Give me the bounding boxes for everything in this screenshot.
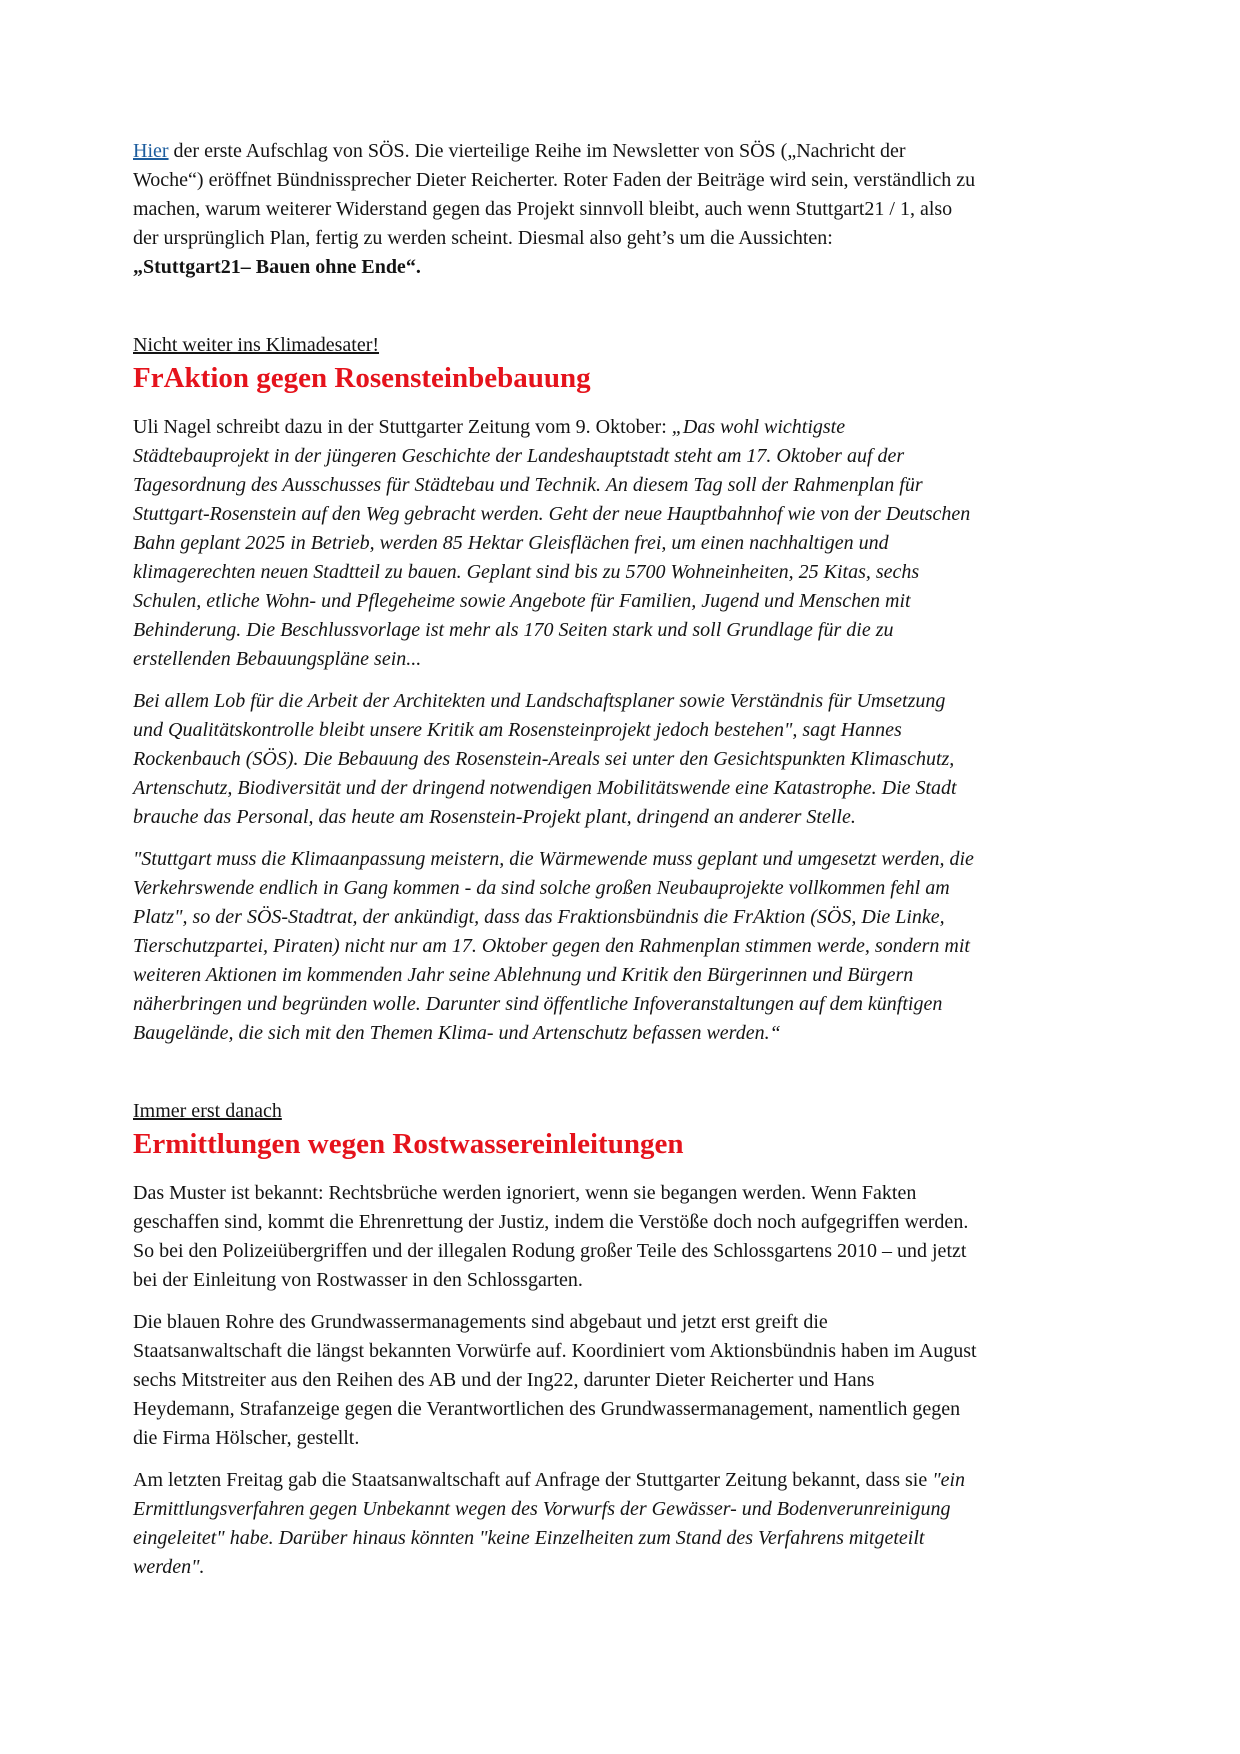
section-1-headline: FrAktion gegen Rosensteinbebauung: [133, 362, 591, 394]
section-2-paragraph-3: [133, 1466, 977, 1582]
section-2-paragraph-2: Die blauen Rohre des Grundwassermanagements sind abgebaut und jetzt erst greift die Staatsanwaltschaft die längst bekannten Vorwürfe auf. Koordiniert vom Aktionsbündnis haben im August sechs Mitstreiter aus den Reihen des AB und der Ing22, darunter Dieter Reicherter und Hans Heydemann, Strafanzeige gegen die Verantwortlichen des Grundwassermanagement, namentlich gegen die Firma Hölscher, gestellt.: [133, 1311, 977, 1449]
section-1-paragraph-1: [133, 413, 977, 674]
section-1-paragraph-1-lead: Uli Nagel schreibt dazu in der Stuttgarter Zeitung vom 9. Oktober:: [133, 416, 672, 438]
section-2-kicker-row: [133, 1098, 977, 1125]
section-2-paragraph-1: Das Muster ist bekannt: Rechtsbrüche werden ignoriert, wenn sie begangen werden. Wenn Fakten geschaffen sind, kommt die Ehrenrettung der Justiz, indem die Verstöße doch noch aufgegriffen werden. So bei den Polizeiübergriffen und der illegalen Rodung großer Teile des Schlossgartens 2010 – und jetzt bei der Einleitung von Rostwasser in den Schlossgarten.: [133, 1182, 969, 1291]
section-1-kicker-row: [133, 332, 977, 359]
section-1-kicker: Nicht weiter ins Klimadesater!: [133, 334, 380, 356]
intro-paragraph: [133, 137, 977, 282]
hier-link[interactable]: Hier: [133, 140, 169, 162]
section-1-paragraph-3: "Stuttgart muss die Klimaanpassung meistern, die Wärmewende muss geplant und umgesetzt werden, die Verkehrswende endlich in Gang kommen - da sind solche großen Neubauprojekte vollkommen fehl am Platz", so der SÖS-Stadtrat, der ankündigt, dass das Fraktionsbündnis die FrAktion (SÖS, Die Linke, Tierschutzpartei, Piraten) nicht nur am 17. Oktober gegen den Rahmenplan stimmen werde, sondern mit weiteren Aktionen im kommenden Jahr seine Ablehnung und Kritik den Bürgerinnen und Bürgern näherbringen und begründen wolle. Darunter sind öffentliche Infoveranstaltungen auf dem künftigen Baugelände, die sich mit den Themen Klima- und Artenschutz befassen werden.“: [133, 848, 974, 1044]
section-2-kicker: Immer erst danach: [133, 1100, 282, 1122]
intro-text: der erste Aufschlag von SÖS. Die vierteilige Reihe im Newsletter von SÖS („Nachricht der Woche“) eröffnet Bündnissprecher Dieter Reicherter. Roter Faden der Beiträge wird sein, verständlich zu machen, warum weiterer Widerstand gegen das Projekt sinnvoll bleibt, auch wenn Stuttgart21 / 1, also der ursprünglich Plan, fertig zu werden scheint. Diesmal also geht’s um die Aussichten:: [133, 140, 976, 249]
intro-bold-line: „Stuttgart21– Bauen ohne Ende“.: [133, 256, 421, 278]
section-2-paragraph-3-quote: "ein Ermittlungsverfahren gegen Unbekannt wegen des Vorwurfs der Gewässer- und Bodenverunreinigung eingeleitet" habe. Darüber hinaus könnten "keine Einzelheiten zum Stand des Verfahrens mitgeteilt werden".: [133, 1469, 966, 1578]
section-1-paragraph-2: Bei allem Lob für die Arbeit der Architekten und Landschaftsplaner sowie Verständnis für Umsetzung und Qualitätskontrolle bleibt unsere Kritik am Rosensteinprojekt jedoch bestehen", sagt Hannes Rockenbauch (SÖS). Die Bebauung des Rosenstein-Areals sei unter den Gesichtspunkten Klimaschutz, Artenschutz, Biodiversität und der dringend notwendigen Mobilitätswende eine Katastrophe. Die Stadt brauche das Personal, das heute am Rosenstein-Projekt plant, dringend an anderer Stelle.: [133, 690, 957, 828]
section-1-paragraph-1-quote: „Das wohl wichtigste Städtebauprojekt in der jüngeren Geschichte der Landeshauptstadt steht am 17. Oktober auf der Tagesordnung des Ausschusses für Städtebau und Technik. An diesem Tag soll der Rahmenplan für Stuttgart-Rosenstein auf den Weg gebracht werden. Geht der neue Hauptbahnhof wie von der Deutschen Bahn geplant 2025 in Betrieb, werden 85 Hektar Gleisflächen frei, um einen nachhaltigen und klimagerechten neuen Stadtteil zu bauen. Geplant sind bis zu 5700 Wohneinheiten, 25 Kitas, sechs Schulen, etliche Wohn- und Pflegeheime sowie Angebote für Familien, Jugend und Menschen mit Behinderung. Die Beschlussvorlage ist mehr als 170 Seiten stark und soll Grundlage für die zu erstellenden Bebauungspläne sein...: [133, 416, 971, 670]
section-2-headline: Ermittlungen wegen Rostwassereinleitungen: [133, 1128, 684, 1160]
section-2-paragraph-3-lead: Am letzten Freitag gab die Staatsanwaltschaft auf Anfrage der Stuttgarter Zeitung bekannt, dass sie: [133, 1469, 933, 1491]
